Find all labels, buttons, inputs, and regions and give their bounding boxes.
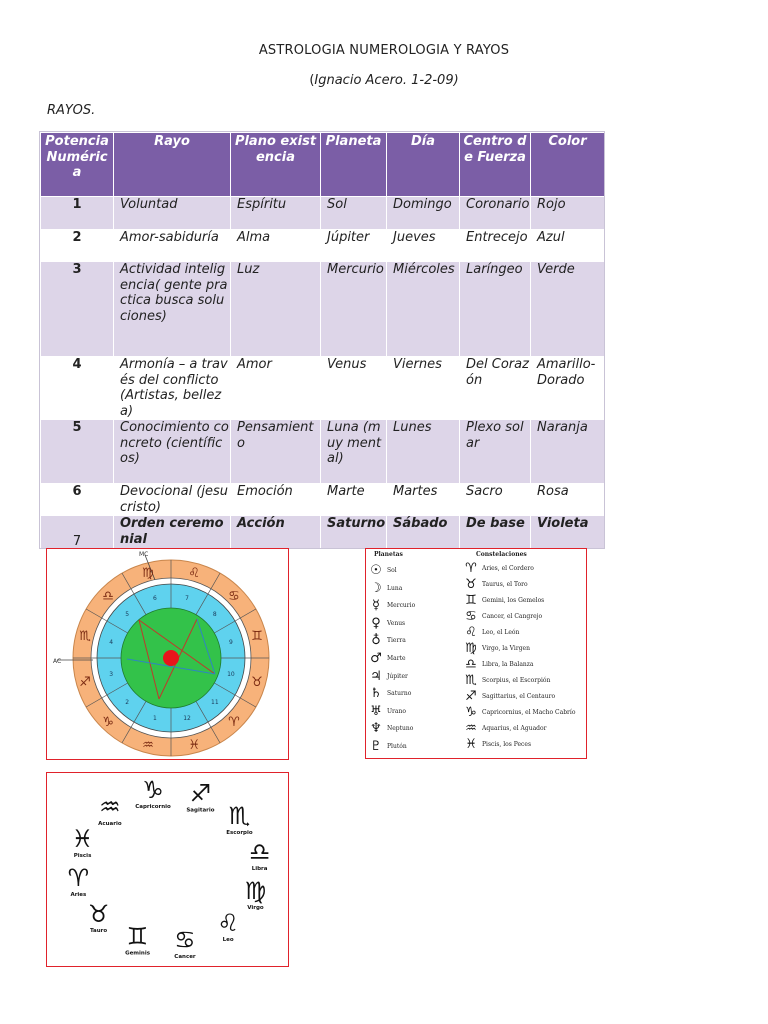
- table-cell: Rojo: [531, 197, 605, 230]
- table-row: [41, 197, 605, 230]
- midheaven-label: MC: [139, 551, 149, 558]
- sign-glyph-icon: ♊: [251, 628, 263, 644]
- zodiac-sign-icon: ♌: [217, 909, 239, 938]
- zodiac-sign-icon: ♑: [142, 776, 164, 805]
- symbol-label: Júpiter: [387, 672, 408, 680]
- symbol-label: Gemini, los Gemelos: [482, 597, 545, 604]
- zodiac-sign-label: Aries: [70, 892, 87, 899]
- sign-glyph-icon: ♑: [102, 714, 114, 730]
- natal-chart-image: [46, 548, 289, 760]
- zodiac-sign-label: Virgo: [247, 904, 264, 911]
- symbol-label: Cancer, el Cangrejo: [482, 613, 543, 620]
- zodiac-sign-icon: ♈: [67, 864, 90, 893]
- zodiac-sign-label: Sagitario: [186, 807, 215, 814]
- table-cell: 5: [41, 420, 114, 484]
- symbol-row: [464, 722, 546, 735]
- symbol-row: [464, 706, 575, 719]
- subtitle-text: Ignacio Acero. 1-2-09): [314, 73, 459, 88]
- header-cell: Rayo: [114, 133, 231, 197]
- symbol-label: Libra, la Balanza: [482, 661, 534, 668]
- symbol-row: [369, 740, 407, 753]
- symbol-glyph-icon: ♑: [465, 705, 477, 720]
- house-number: 2: [125, 698, 130, 706]
- table-cell: Violeta: [531, 516, 605, 550]
- table-cell: Amor-sabiduría: [114, 230, 231, 262]
- symbol-label: Luna: [387, 584, 403, 592]
- table-cell: Acción: [231, 516, 321, 550]
- table-row: [41, 230, 605, 262]
- sign-glyph-icon: ♌: [188, 566, 200, 582]
- table-row: [41, 420, 605, 484]
- zodiac-sign-icon: ♏: [228, 802, 251, 831]
- symbol-glyph-icon: ♈: [465, 561, 477, 576]
- table-cell: Amarillo-Dorado: [531, 357, 605, 420]
- symbol-glyph-icon: ♐: [465, 689, 477, 704]
- ascendant-label: AC: [53, 658, 62, 665]
- symbol-row: [369, 705, 406, 718]
- symbol-glyph-icon: ♅: [370, 703, 382, 719]
- table-cell: Sábado: [387, 516, 460, 550]
- table-cell: Plexo solar: [460, 420, 531, 484]
- header-cell: Color: [531, 133, 605, 197]
- table-cell: De base: [460, 516, 531, 550]
- zodiac-sign-icon: ♓: [71, 825, 94, 854]
- symbol-glyph-icon: ♊: [465, 593, 477, 608]
- symbol-label: Piscis, los Peces: [482, 741, 532, 748]
- house-number: 7: [185, 595, 189, 603]
- symbol-row: [369, 634, 406, 647]
- table-cell: Alma: [231, 230, 321, 262]
- table-cell: Luna (muy mental): [321, 420, 387, 484]
- table-cell: Luz: [231, 262, 321, 357]
- table-cell: Júpiter: [321, 230, 387, 262]
- symbol-row: [464, 658, 534, 671]
- zodiac-sign-label: Escorpio: [226, 830, 253, 837]
- table-cell: Miércoles: [387, 262, 460, 357]
- zodiac-sign-label: Acuario: [98, 820, 122, 827]
- table-cell: Espíritu: [231, 197, 321, 230]
- table-cell: Saturno: [321, 516, 387, 550]
- symbol-row: [369, 564, 397, 577]
- symbol-row: [369, 599, 415, 612]
- table-cell: 2: [41, 230, 114, 262]
- table-cell: Emoción: [231, 484, 321, 516]
- section-heading: RAYOS.: [47, 103, 96, 118]
- symbol-glyph-icon: ♀: [371, 615, 381, 631]
- table-cell: Martes: [387, 484, 460, 516]
- zodiac-circle: [47, 773, 289, 967]
- symbol-row: [369, 652, 406, 665]
- zodiac-sign-label: Cancer: [174, 953, 196, 960]
- sign-glyph-icon: ♐: [79, 675, 91, 691]
- document-title: ASTROLOGIA NUMEROLOGIA Y RAYOS: [258, 43, 510, 58]
- sign-glyph-icon: ♒: [142, 737, 154, 753]
- sign-glyph-icon: ♏: [79, 628, 91, 644]
- house-number: 12: [183, 714, 191, 722]
- symbol-label: Plutón: [387, 743, 407, 750]
- header-cell: Día: [387, 133, 460, 197]
- symbol-label: Neptuno: [387, 725, 414, 733]
- table-cell: Voluntad: [114, 197, 231, 230]
- table-cell: Laríngeo: [460, 262, 531, 357]
- rays-table: [40, 132, 605, 550]
- table-cell: Jueves: [387, 230, 460, 262]
- table-cell: Armonía – a través del conflicto(Artistas, belleza): [114, 357, 231, 420]
- symbol-label: Sol: [387, 567, 397, 574]
- planets-header: Planetas: [374, 551, 403, 558]
- zodiac-circle-image: [46, 772, 289, 967]
- symbol-row: [464, 642, 530, 655]
- house-number: 4: [109, 638, 114, 646]
- symbol-label: Venus: [387, 619, 406, 627]
- symbol-row: [369, 722, 413, 735]
- document-subtitle: [0, 73, 768, 88]
- table-cell: Sacro: [460, 484, 531, 516]
- symbol-row: [464, 674, 550, 687]
- symbol-glyph-icon: ♏: [465, 673, 477, 688]
- symbol-glyph-icon: ♋: [465, 609, 477, 624]
- table-cell: Sol: [321, 197, 387, 230]
- table-row: [41, 262, 605, 357]
- symbol-glyph-icon: ♉: [465, 577, 477, 592]
- symbols-table: [366, 549, 587, 759]
- table-cell: Naranja: [531, 420, 605, 484]
- table-cell: Mercurio: [321, 262, 387, 357]
- table-cell: Actividad inteligencia( gente practica busca soluciones): [114, 262, 231, 357]
- sign-glyph-icon: ♍: [142, 566, 154, 582]
- symbols-reference-image: [365, 548, 587, 759]
- table-cell: 3: [41, 262, 114, 357]
- symbol-row: [369, 670, 408, 683]
- symbol-row: [464, 690, 555, 703]
- table-cell: 6: [41, 484, 114, 516]
- symbol-label: Scorpius, el Escorpión: [482, 677, 551, 684]
- table-cell: Domingo: [387, 197, 460, 230]
- sign-glyph-icon: ♓: [188, 737, 200, 753]
- house-number: 8: [212, 611, 217, 619]
- table-cell: Orden ceremonial: [114, 516, 231, 550]
- symbol-label: Tierra: [387, 637, 406, 645]
- center-dot: [163, 650, 179, 666]
- zodiac-sign-icon: ♍: [244, 876, 267, 905]
- table-cell: Azul: [531, 230, 605, 262]
- symbol-row: [464, 594, 544, 607]
- house-number: 6: [153, 595, 157, 603]
- symbol-row: [464, 578, 528, 591]
- symbol-label: Aquarius, el Aguador: [482, 725, 547, 732]
- symbol-label: Aries, el Cordero: [482, 565, 534, 572]
- table-cell: Del Corazón: [460, 357, 531, 420]
- house-number: 10: [227, 671, 235, 679]
- symbol-label: Marte: [387, 655, 406, 662]
- symbol-glyph-icon: ☿: [372, 598, 380, 614]
- symbol-row: [369, 582, 402, 595]
- zodiac-sign-icon: ♉: [87, 899, 110, 928]
- zodiac-sign-label: Capricornio: [135, 804, 171, 811]
- symbol-glyph-icon: ♃: [370, 668, 382, 684]
- header-cell: Plano existencia: [231, 133, 321, 197]
- table-cell: Lunes: [387, 420, 460, 484]
- table-cell: 4: [41, 357, 114, 420]
- symbol-glyph-icon: ♁: [371, 633, 381, 649]
- symbol-glyph-icon: ♓: [465, 737, 477, 752]
- zodiac-sign-icon: ♎: [248, 837, 271, 866]
- symbol-label: Sagittarius, el Centauro: [482, 693, 556, 700]
- symbol-label: Taurus, el Toro: [482, 581, 528, 588]
- symbol-glyph-icon: ♒: [465, 721, 477, 736]
- symbol-glyph-icon: ♍: [465, 641, 477, 656]
- table-cell: Conocimiento concreto (científicos): [114, 420, 231, 484]
- symbol-glyph-icon: ♂: [370, 651, 382, 666]
- table-cell: Entrecejo: [460, 230, 531, 262]
- symbol-label: Mercurio: [387, 602, 416, 610]
- table-row: [41, 516, 605, 550]
- header-cell: Centro de Fuerza: [460, 133, 531, 197]
- table-cell: Viernes: [387, 357, 460, 420]
- table-cell: 1: [41, 197, 114, 230]
- symbol-label: Leo, el León: [482, 629, 520, 636]
- house-number: 3: [109, 671, 114, 679]
- symbol-glyph-icon: ♌: [465, 625, 477, 640]
- sign-glyph-icon: ♋: [228, 589, 240, 605]
- symbol-glyph-icon: ♎: [465, 657, 477, 672]
- house-number: 11: [211, 698, 219, 706]
- zodiac-sign-label: Geminis: [125, 950, 151, 957]
- table-cell: Amor: [231, 357, 321, 420]
- symbol-glyph-icon: ♆: [370, 721, 382, 737]
- symbol-glyph-icon: ☉: [370, 563, 382, 578]
- house-number: 1: [153, 714, 157, 722]
- table-row: [41, 357, 605, 420]
- sign-glyph-icon: ♈: [228, 714, 240, 730]
- header-cell: Potencia Numérica: [41, 133, 114, 197]
- constellations-header: Constelaciones: [476, 551, 527, 558]
- symbol-label: Virgo, la Virgen: [482, 645, 530, 652]
- symbol-label: Saturno: [387, 690, 412, 698]
- zodiac-sign-label: Libra: [251, 865, 268, 872]
- zodiac-sign-icon: ♒: [99, 792, 121, 821]
- zodiac-sign-icon: ♋: [174, 925, 196, 954]
- symbol-row: [464, 626, 519, 639]
- symbol-row: [369, 687, 411, 700]
- sign-glyph-icon: ♎: [102, 589, 114, 605]
- symbol-row: [464, 610, 542, 623]
- subtitle-paren: (: [309, 73, 315, 88]
- table-header-row: [41, 133, 605, 197]
- zodiac-sign-label: Tauro: [89, 927, 108, 934]
- table-cell: Coronario: [460, 197, 531, 230]
- header-cell: Planeta: [321, 133, 387, 197]
- house-number: 9: [228, 638, 233, 646]
- natal-chart-wheel: [47, 549, 289, 760]
- zodiac-sign-label: Leo: [222, 937, 234, 944]
- symbol-glyph-icon: ♇: [370, 739, 382, 754]
- zodiac-sign-icon: ♐: [189, 779, 212, 808]
- symbol-label: Capricornius, el Macho Cabrío: [482, 709, 576, 716]
- symbol-row: [464, 562, 534, 575]
- sign-glyph-icon: ♉: [251, 675, 263, 691]
- symbol-row: [464, 738, 531, 751]
- table-cell: Pensamiento: [231, 420, 321, 484]
- table-cell: 7: [41, 516, 114, 550]
- zodiac-sign-icon: ♊: [126, 922, 149, 951]
- symbol-label: Urano: [387, 707, 406, 715]
- table-row: [41, 484, 605, 516]
- symbol-row: [369, 617, 405, 630]
- table-cell: Marte: [321, 484, 387, 516]
- zodiac-sign-label: Piscis: [73, 853, 92, 860]
- symbol-glyph-icon: ☽: [370, 580, 382, 596]
- table-cell: Rosa: [531, 484, 605, 516]
- table-cell: Devocional (jesucristo): [114, 484, 231, 516]
- table-cell: Venus: [321, 357, 387, 420]
- house-number: 5: [125, 611, 130, 619]
- symbol-glyph-icon: ♄: [370, 686, 382, 702]
- table-cell: Verde: [531, 262, 605, 357]
